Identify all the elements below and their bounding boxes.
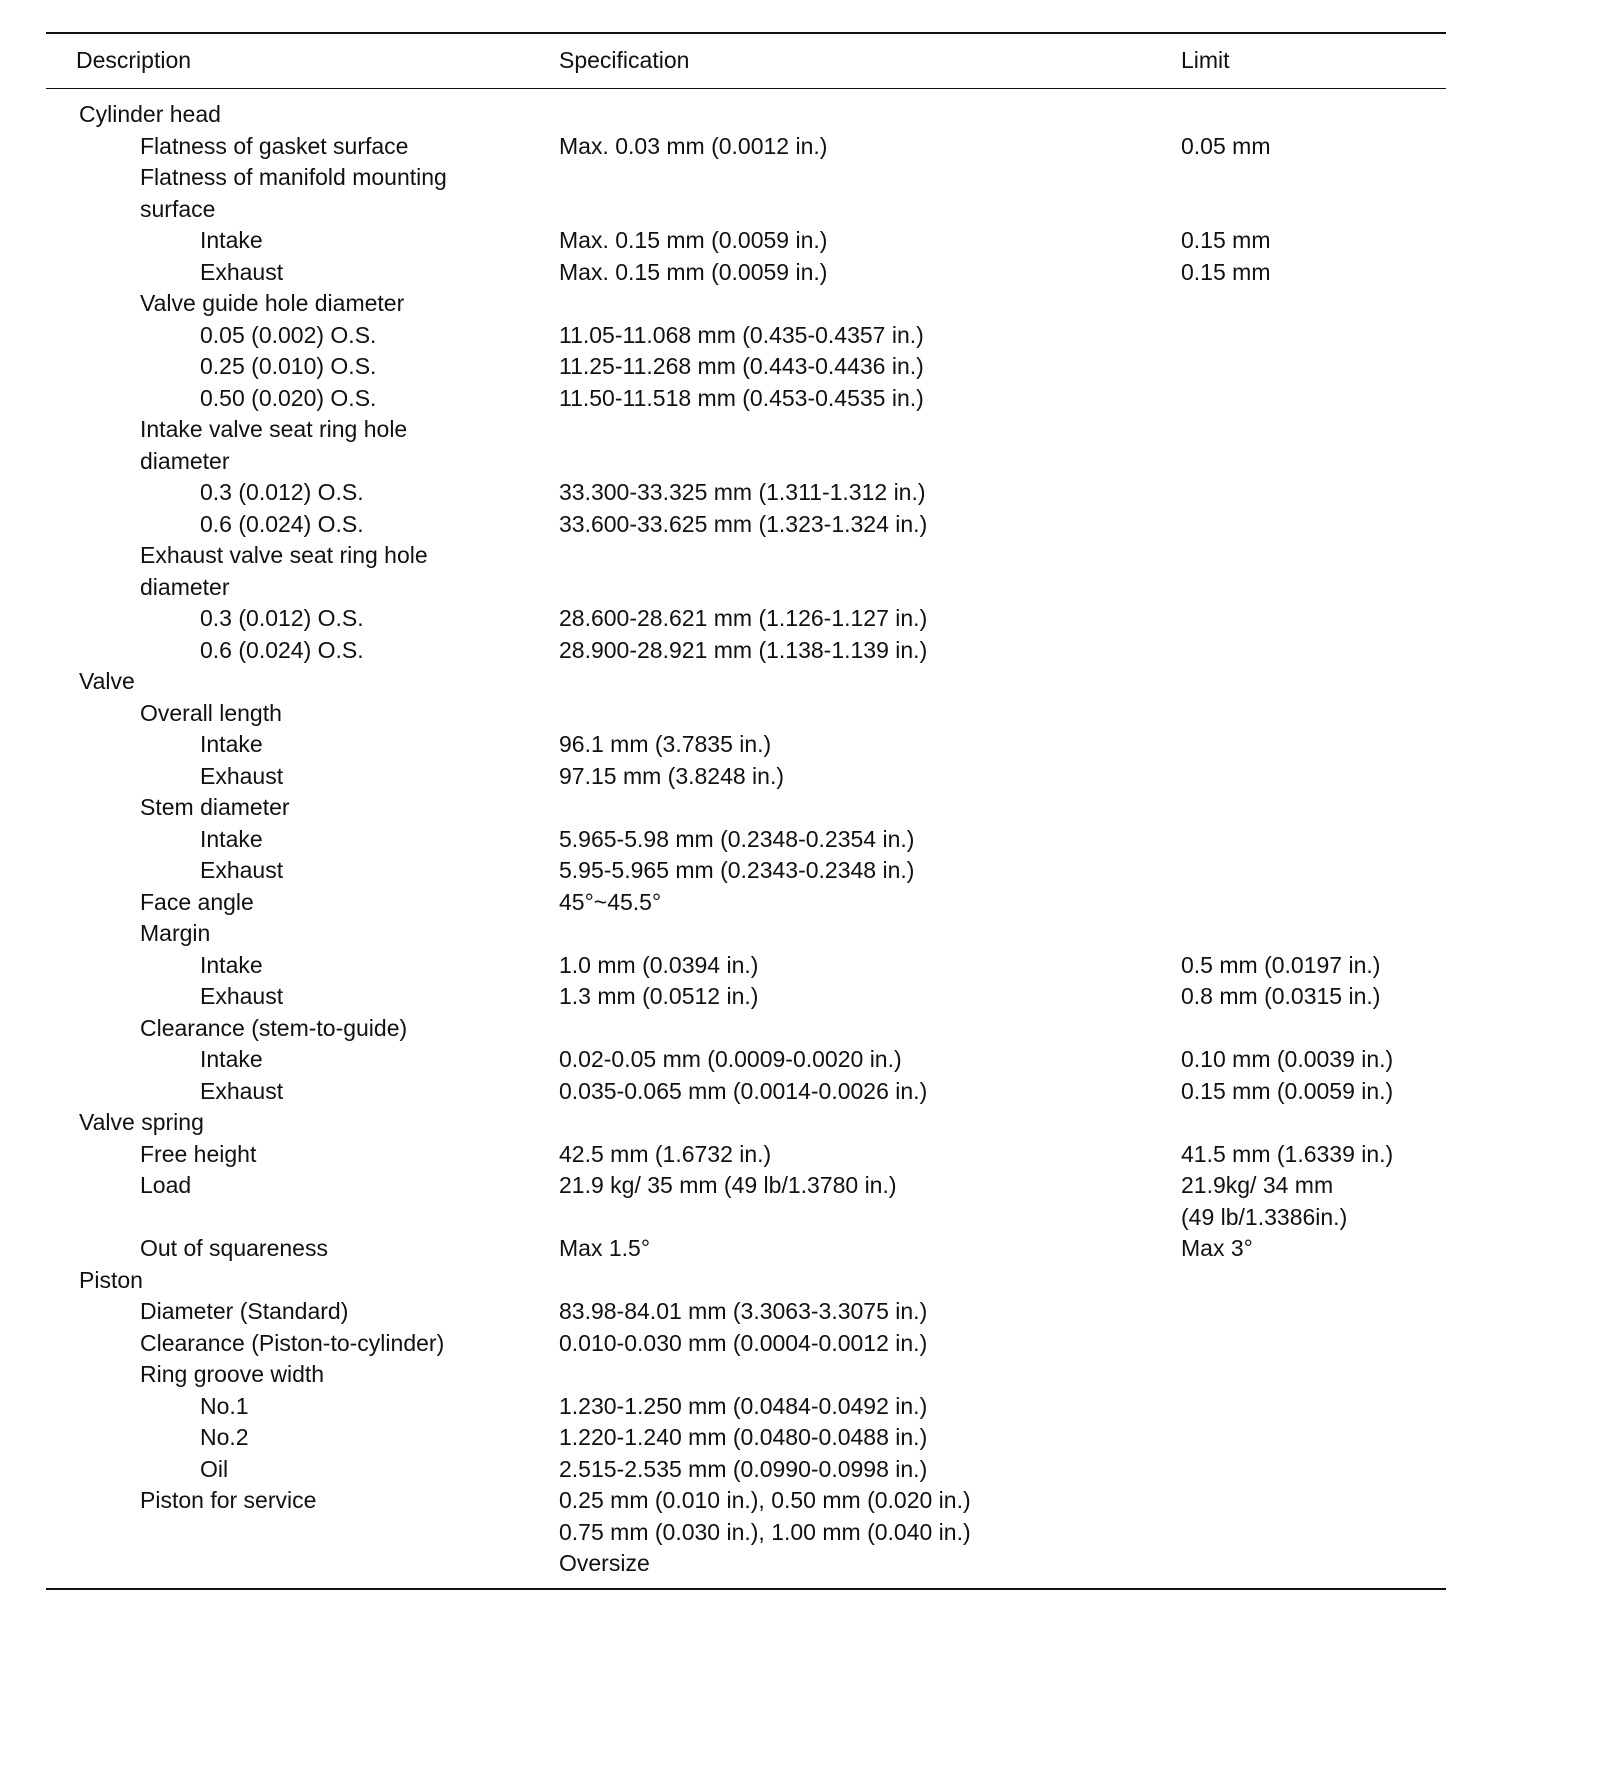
cell-limit: 0.15 mm (1181, 258, 1271, 285)
cell-limit (1181, 383, 1446, 415)
cell-description: Out of squareness (140, 1235, 328, 1261)
cell-limit (1181, 572, 1446, 604)
cell-specification: 96.1 mm (3.7835 in.) (559, 731, 772, 757)
header-limit: Limit (1181, 47, 1230, 74)
table-row (46, 383, 1446, 415)
cell-limit (1181, 1265, 1446, 1297)
cell-limit (1181, 320, 1446, 352)
cell-specification: 42.5 mm (1.6732 in.) (559, 1140, 772, 1167)
table-row (46, 950, 1446, 982)
cell-limit: 0.15 mm (1181, 227, 1271, 253)
cell-specification (559, 1107, 1181, 1139)
cell-specification (559, 572, 1181, 604)
cell-limit (1181, 1485, 1446, 1517)
table-row (46, 1044, 1446, 1076)
cell-description (46, 1517, 559, 1549)
table-row (46, 1485, 1446, 1517)
cell-description: Ring groove width (140, 1361, 325, 1387)
cell-specification: 83.98-84.01 mm (3.3063-3.3075 in.) (559, 1298, 928, 1324)
cell-description: Free height (140, 1140, 257, 1167)
table-row (46, 509, 1446, 541)
cell-specification (559, 918, 1181, 950)
cell-specification: 0.02-0.05 mm (0.0009-0.0020 in.) (559, 1046, 902, 1072)
cell-description: 0.6 (0.024) O.S. (200, 636, 364, 663)
cell-description (46, 1548, 559, 1580)
cell-limit (1181, 1013, 1446, 1045)
cell-specification: 33.300-33.325 mm (1.311-1.312 in.) (559, 479, 926, 505)
cell-specification: 1.0 mm (0.0394 in.) (559, 951, 759, 978)
cell-specification: 11.05-11.068 mm (0.435-0.4357 in.) (559, 321, 924, 348)
cell-specification (559, 446, 1181, 478)
cell-limit (1181, 698, 1446, 730)
table-row (46, 1296, 1446, 1328)
table-row (46, 1517, 1446, 1549)
cell-limit: 41.5 mm (1.6339 in.) (1181, 1140, 1394, 1167)
table-row (46, 1454, 1446, 1486)
cell-description: diameter (140, 447, 230, 474)
table-row (46, 666, 1446, 698)
cell-specification: 1.3 mm (0.0512 in.) (559, 983, 759, 1009)
cell-description: Stem diameter (140, 794, 290, 820)
cell-description: Face angle (140, 888, 254, 915)
cell-specification (559, 698, 1181, 730)
table-row (46, 1265, 1446, 1297)
table-row (46, 1328, 1446, 1360)
table-row (46, 572, 1446, 604)
cell-limit (1181, 288, 1446, 320)
cell-specification: 5.965-5.98 mm (0.2348-0.2354 in.) (559, 825, 915, 852)
cell-specification: 5.95-5.965 mm (0.2343-0.2348 in.) (559, 857, 915, 883)
cell-limit: Max 3° (1181, 1235, 1253, 1261)
table-row (46, 729, 1446, 761)
cell-limit (1181, 1454, 1446, 1486)
cell-limit: 21.9kg/ 34 mm (1181, 1172, 1334, 1198)
table-row (46, 351, 1446, 383)
table-row (46, 1233, 1446, 1265)
cell-description: Oil (200, 1455, 229, 1482)
cell-specification: 28.600-28.621 mm (1.126-1.127 in.) (559, 605, 928, 631)
cell-limit (1181, 162, 1446, 194)
table-row (46, 131, 1446, 163)
cell-description: Intake (200, 825, 263, 852)
cell-description: Flatness of gasket surface (140, 132, 409, 159)
table-row (46, 981, 1446, 1013)
cell-description: Exhaust valve seat ring hole (140, 542, 428, 568)
cell-description: Intake (200, 1046, 263, 1072)
cell-limit: 0.05 mm (1181, 132, 1271, 159)
table-row (46, 225, 1446, 257)
table-row (46, 540, 1446, 572)
cell-limit (1181, 540, 1446, 572)
table-row (46, 918, 1446, 950)
table-row (46, 288, 1446, 320)
table-row (46, 1076, 1446, 1108)
cell-specification: 28.900-28.921 mm (1.138-1.139 in.) (559, 636, 928, 663)
table-row (46, 1359, 1446, 1391)
cell-specification: 1.230-1.250 mm (0.0484-0.0492 in.) (559, 1392, 928, 1419)
header-specification: Specification (559, 47, 690, 74)
cell-specification: Max 1.5° (559, 1235, 651, 1261)
cell-specification: 11.25-11.268 mm (0.443-0.4436 in.) (559, 353, 924, 379)
cell-specification (559, 162, 1181, 194)
table-row (46, 320, 1446, 352)
cell-limit (1181, 729, 1446, 761)
table-row (46, 1170, 1446, 1202)
cell-specification: 0.75 mm (0.030 in.), 1.00 mm (0.040 in.) (559, 1518, 971, 1545)
cell-limit (1181, 194, 1446, 226)
cell-description (46, 1202, 559, 1234)
cell-description: 0.3 (0.012) O.S. (200, 605, 364, 631)
cell-limit: 0.8 mm (0.0315 in.) (1181, 983, 1381, 1009)
cell-description: Clearance (stem-to-guide) (140, 1014, 408, 1041)
table-row (46, 162, 1446, 194)
cell-description: Piston (79, 1266, 143, 1293)
table-row (46, 792, 1446, 824)
cell-limit (1181, 414, 1446, 446)
cell-limit (1181, 855, 1446, 887)
cell-specification: Max. 0.03 mm (0.0012 in.) (559, 132, 828, 159)
table-body (46, 89, 1446, 1588)
cell-specification (559, 288, 1181, 320)
cell-specification: Max. 0.15 mm (0.0059 in.) (559, 258, 828, 285)
table-row (46, 761, 1446, 793)
cell-specification: 11.50-11.518 mm (0.453-0.4535 in.) (559, 384, 924, 411)
cell-specification (559, 1265, 1181, 1297)
cell-specification: 1.220-1.240 mm (0.0480-0.0488 in.) (559, 1424, 928, 1450)
cell-description: Flatness of manifold mounting (140, 164, 447, 190)
cell-limit (1181, 824, 1446, 856)
cell-description: No.2 (200, 1424, 249, 1450)
spec-table (46, 32, 1446, 1590)
cell-specification: Oversize (559, 1550, 650, 1576)
table-row (46, 603, 1446, 635)
cell-description: 0.50 (0.020) O.S. (200, 384, 377, 411)
table-row (46, 1548, 1446, 1580)
table-row (46, 446, 1446, 478)
cell-description: Clearance (Piston-to-cylinder) (140, 1329, 445, 1356)
cell-limit (1181, 603, 1446, 635)
cell-limit (1181, 509, 1446, 541)
cell-specification: Max. 0.15 mm (0.0059 in.) (559, 227, 828, 253)
table-row (46, 477, 1446, 509)
cell-limit (1181, 1422, 1446, 1454)
table-row (46, 1202, 1446, 1234)
cell-specification (559, 1359, 1181, 1391)
table-row (46, 887, 1446, 919)
cell-specification: 21.9 kg/ 35 mm (49 lb/1.3780 in.) (559, 1172, 897, 1198)
cell-description: Load (140, 1172, 192, 1198)
cell-description: Intake (200, 731, 263, 757)
cell-description: Valve spring (79, 1109, 204, 1135)
cell-specification: 0.035-0.065 mm (0.0014-0.0026 in.) (559, 1077, 928, 1104)
cell-description: Piston for service (140, 1487, 317, 1513)
cell-description: Intake (200, 951, 263, 978)
table-row (46, 194, 1446, 226)
cell-limit (1181, 1328, 1446, 1360)
cell-description: Overall length (140, 699, 282, 726)
cell-specification (559, 414, 1181, 446)
cell-specification (559, 540, 1181, 572)
cell-description: Diameter (Standard) (140, 1298, 349, 1324)
cell-limit (1181, 918, 1446, 950)
cell-description: 0.05 (0.002) O.S. (200, 321, 377, 348)
cell-limit (1181, 1548, 1446, 1580)
cell-limit: 0.15 mm (0.0059 in.) (1181, 1077, 1394, 1104)
cell-description: Cylinder head (79, 101, 221, 127)
table-row (46, 1391, 1446, 1423)
table-row (46, 414, 1446, 446)
cell-description: Exhaust (200, 857, 284, 883)
cell-limit (1181, 477, 1446, 509)
cell-description: 0.3 (0.012) O.S. (200, 479, 364, 505)
table-row (46, 1139, 1446, 1171)
table-row (46, 99, 1446, 131)
cell-description: Intake valve seat ring hole (140, 416, 408, 442)
cell-description: diameter (140, 573, 230, 600)
cell-limit (1181, 1517, 1446, 1549)
cell-specification: 0.25 mm (0.010 in.), 0.50 mm (0.020 in.) (559, 1487, 971, 1513)
cell-limit: (49 lb/1.3386in.) (1181, 1203, 1348, 1230)
cell-specification (559, 1013, 1181, 1045)
cell-specification (559, 666, 1181, 698)
cell-description: Exhaust (200, 1077, 284, 1104)
cell-description: Margin (140, 920, 211, 946)
cell-description: Intake (200, 227, 263, 253)
cell-limit (1181, 351, 1446, 383)
table-row (46, 635, 1446, 667)
cell-limit (1181, 792, 1446, 824)
cell-description: surface (140, 195, 216, 222)
cell-specification: 0.010-0.030 mm (0.0004-0.0012 in.) (559, 1329, 928, 1356)
cell-limit (1181, 1359, 1446, 1391)
cell-description: Exhaust (200, 258, 284, 285)
table-row (46, 257, 1446, 289)
cell-specification: 97.15 mm (3.8248 in.) (559, 762, 785, 789)
cell-limit (1181, 1296, 1446, 1328)
cell-specification (559, 792, 1181, 824)
cell-specification: 2.515-2.535 mm (0.0990-0.0998 in.) (559, 1455, 928, 1482)
cell-limit: 0.5 mm (0.0197 in.) (1181, 951, 1381, 978)
cell-limit (1181, 761, 1446, 793)
cell-specification: 33.600-33.625 mm (1.323-1.324 in.) (559, 510, 928, 537)
cell-limit (1181, 99, 1446, 131)
table-row (46, 855, 1446, 887)
table-row (46, 1107, 1446, 1139)
cell-limit (1181, 887, 1446, 919)
cell-limit: 0.10 mm (0.0039 in.) (1181, 1046, 1394, 1072)
cell-description: Valve guide hole diameter (140, 290, 405, 316)
cell-description: No.1 (200, 1392, 249, 1419)
cell-limit (1181, 446, 1446, 478)
cell-description: Valve (79, 668, 135, 694)
cell-description: 0.6 (0.024) O.S. (200, 510, 364, 537)
cell-specification (559, 194, 1181, 226)
table-row (46, 824, 1446, 856)
cell-specification (559, 99, 1181, 131)
cell-specification: 45°~45.5° (559, 888, 662, 915)
cell-description: Exhaust (200, 983, 284, 1009)
header-description: Description (76, 47, 192, 74)
cell-description: 0.25 (0.010) O.S. (200, 353, 377, 379)
cell-description: Exhaust (200, 762, 284, 789)
cell-limit (1181, 1391, 1446, 1423)
table-row (46, 698, 1446, 730)
bottom-rule (46, 1588, 1446, 1590)
cell-specification (559, 1202, 1181, 1234)
header-row (46, 34, 1446, 88)
cell-limit (1181, 1107, 1446, 1139)
cell-limit (1181, 666, 1446, 698)
table-row (46, 1422, 1446, 1454)
cell-limit (1181, 635, 1446, 667)
table-row (46, 1013, 1446, 1045)
